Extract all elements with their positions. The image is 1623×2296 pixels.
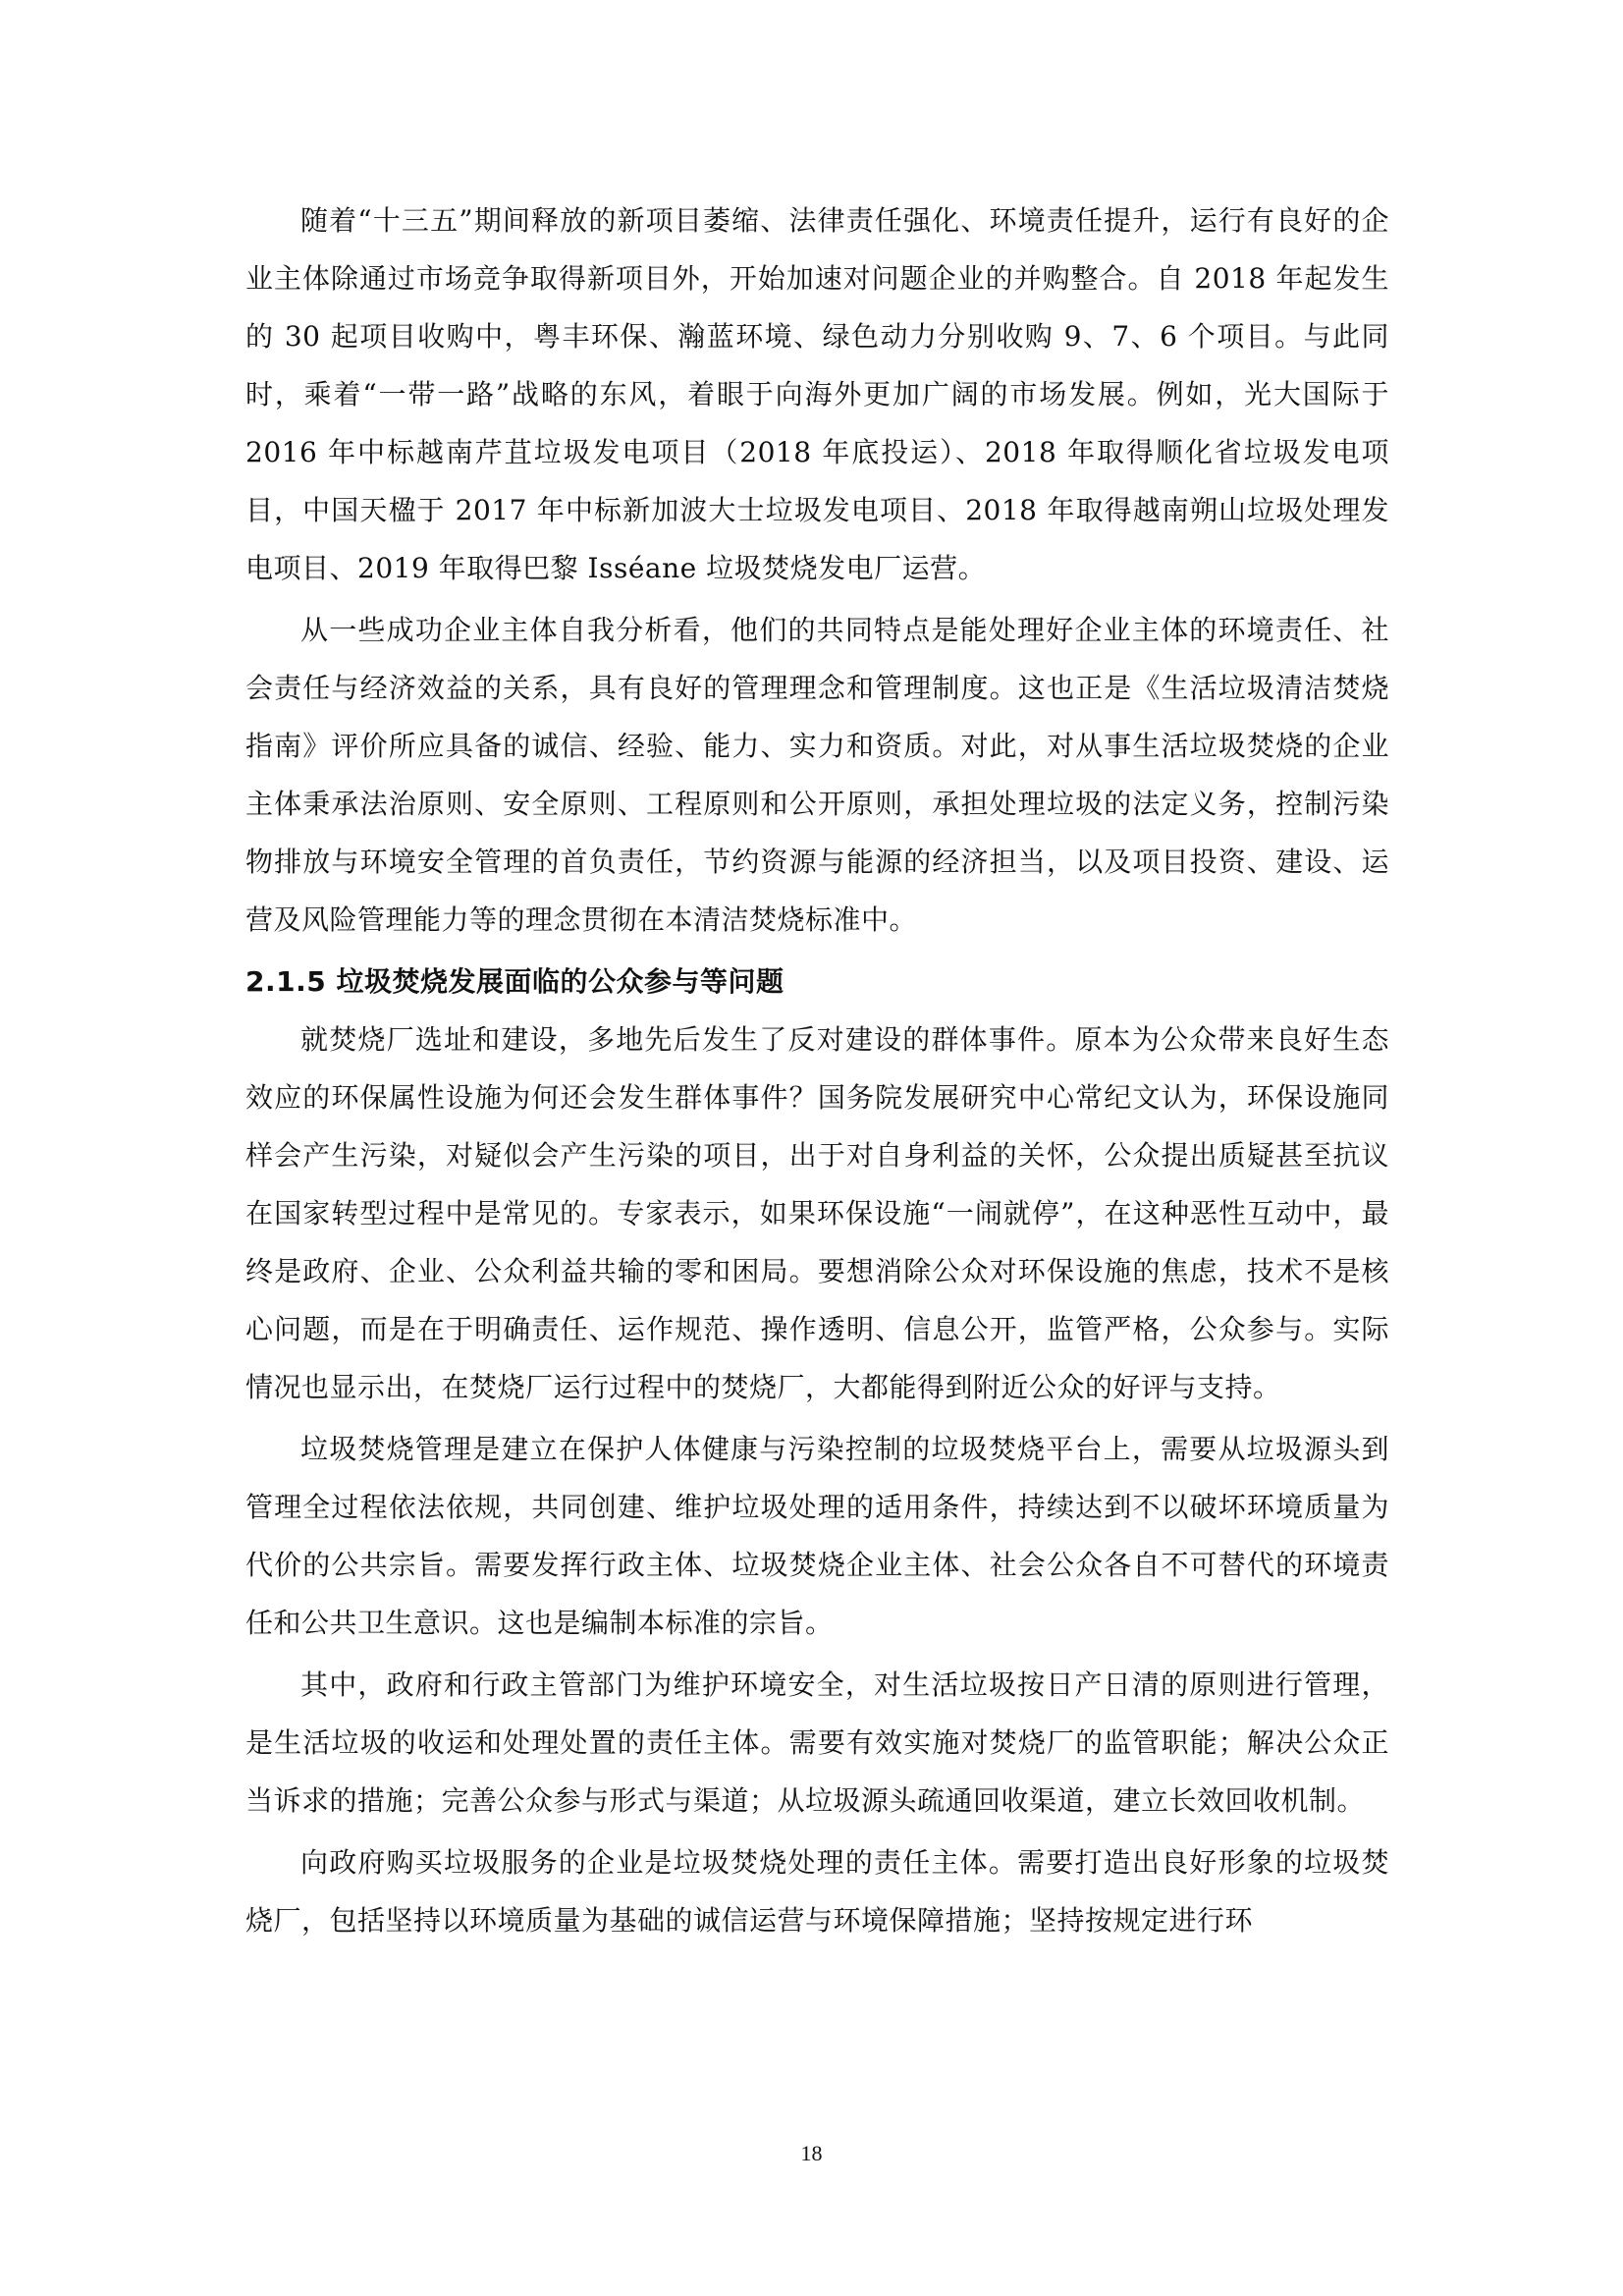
body-paragraph: 垃圾焚烧管理是建立在保护人体健康与污染控制的垃圾焚烧平台上，需要从垃圾源头到管理全过程依法依规，共同创建、维护垃圾处理的适用条件，持续达到不以破坏环境质量为代价的公共宗旨。需要发挥行政主体、垃圾焚烧企业主体、社会公众各自不可替代的环境责任和公共卫生意识。这也是编制本标准的宗旨。 bbox=[245, 1433, 1389, 1639]
body-paragraph: 向政府购买垃圾服务的企业是垃圾焚烧处理的责任主体。需要打造出良好形象的垃圾焚烧厂，包括坚持以环境质量为基础的诚信运营与环境保障措施；坚持按规定进行环 bbox=[245, 1846, 1389, 1937]
body-paragraph: 随着“十三五”期间释放的新项目萎缩、法律责任强化、环境责任提升，运行有良好的企业主体除通过市场竞争取得新项目外，开始加速对问题企业的并购整合。自 2018 年起发生的 30 起项目收购中，粤丰环保、瀚蓝环境、绿色动力分别收购 9、7、6 个项目。与此同时，乘着“一带一路”战略的东风，着眼于向海外更加广阔的市场发展。例如，光大国际于 2016 年中标越南芹苴垃圾发电项目（2018 年底投运）、2018 年取得顺化省垃圾发电项目，中国天楹于 2017 年中标新加波大士垃圾发电项目、2018 年取得越南朔山垃圾处理发电项目、2019 年取得巴黎 Isséane 垃圾焚烧发电厂运营。 bbox=[245, 204, 1389, 584]
body-paragraph: 其中，政府和行政主管部门为维护环境安全，对生活垃圾按日产日清的原则进行管理，是生活垃圾的收运和处理处置的责任主体。需要有效实施对焚烧厂的监管职能；解决公众正当诉求的措施；完善公众参与形式与渠道；从垃圾源头疏通回收渠道，建立长效回收机制。 bbox=[245, 1668, 1389, 1817]
body-paragraph: 就焚烧厂选址和建设，多地先后发生了反对建设的群体事件。原本为公众带来良好生态效应的环保属性设施为何还会发生群体事件？国务院发展研究中心常纪文认为，环保设施同样会产生污染，对疑似会产生污染的项目，出于对自身利益的关怀，公众提出质疑甚至抗议在国家转型过程中是常见的。专家表示，如果环保设施“一闹就停”，在这种恶性互动中，最终是政府、企业、公众利益共输的零和困局。要想消除公众对环保设施的焦虑，技术不是核心问题，而是在于明确责任、运作规范、操作透明、信息公开，监管严格，公众参与。实际情况也显示出，在焚烧厂运行过程中的焚烧厂，大都能得到附近公众的好评与支持。 bbox=[245, 1023, 1389, 1403]
section-heading: 2.1.5 垃圾焚烧发展面临的公众参与等问题 bbox=[245, 965, 784, 998]
page-body bbox=[245, 191, 1389, 1953]
body-paragraph: 从一些成功企业主体自我分析看，他们的共同特点是能处理好企业主体的环境责任、社会责任与经济效益的关系，具有良好的管理理念和管理制度。这也正是《生活垃圾清洁焚烧指南》评价所应具备的诚信、经验、能力、实力和资质。对此，对从事生活垃圾焚烧的企业主体秉承法治原则、安全原则、工程原则和公开原则，承担处理垃圾的法定义务，控制污染物排放与环境安全管理的首负责任，节约资源与能源的经济担当，以及项目投资、建设、运营及风险管理能力等的理念贯彻在本清洁焚烧标准中。 bbox=[245, 614, 1389, 936]
page-number: 18 bbox=[800, 2141, 823, 2165]
